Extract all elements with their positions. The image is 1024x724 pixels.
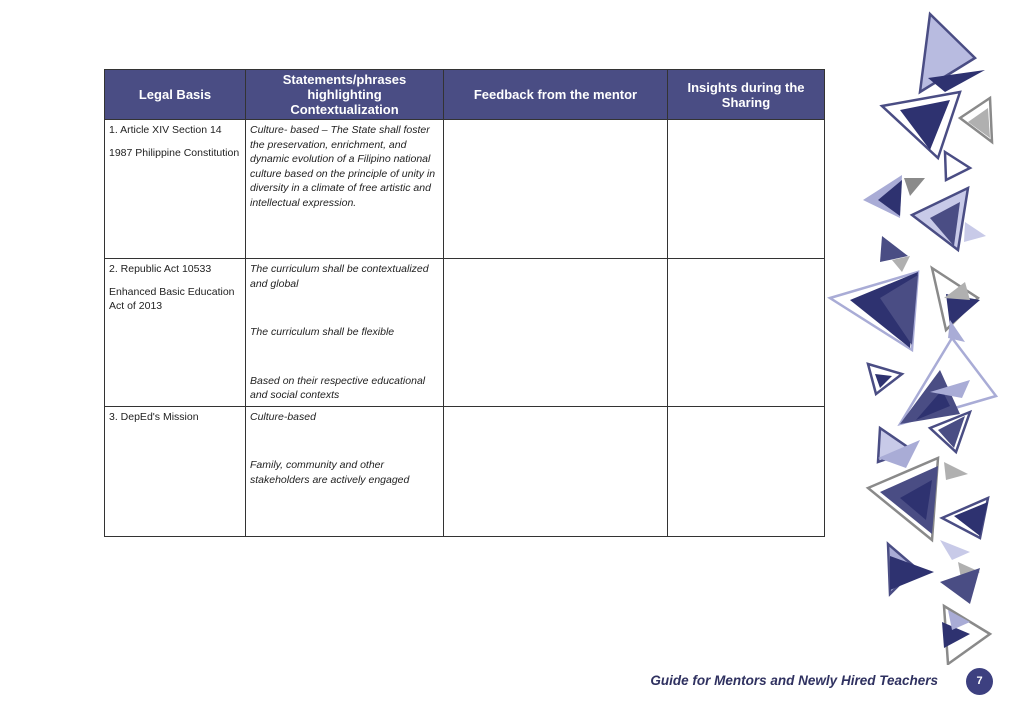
footer-title: Guide for Mentors and Newly Hired Teachers: [650, 673, 938, 688]
statement-text: Based on their respective educational and social contexts: [250, 374, 426, 401]
legal-basis-line: 1. Article XIV Section 14: [109, 124, 222, 136]
statements-cell: [246, 120, 444, 259]
statement-text: Family, community and other stakeholders are actively engaged: [250, 459, 410, 486]
statement-text: Culture-based: [250, 410, 316, 423]
table-row: [105, 120, 825, 259]
legal-basis-line: 3. DepEd's Mission: [109, 410, 199, 423]
statement-text: Culture- based – The State shall foster the preservation, enrichment, and dynamic evolution of a Filipino national culture based on the principle of unity in diversity in a climate of free artistic and intellectual expression.: [250, 124, 436, 209]
statements-cell: [246, 406, 444, 536]
table-header-row: [105, 70, 825, 120]
insights-cell[interactable]: [668, 406, 825, 536]
header-statements: Statements/phrases highlighting Contextualization: [246, 70, 444, 120]
legal-basis-cell: [105, 120, 246, 259]
contextualization-table: [104, 69, 825, 537]
feedback-cell[interactable]: [444, 120, 668, 259]
legal-basis-cell: [105, 406, 246, 536]
page-number-badge: 7: [966, 668, 993, 695]
insights-cell[interactable]: [668, 120, 825, 259]
insights-cell[interactable]: [668, 259, 825, 407]
statement-text: The curriculum shall be contextualized and global: [250, 263, 429, 290]
legal-basis-line: 2. Republic Act 10533: [109, 263, 212, 275]
triangle-pattern-icon: [820, 0, 1000, 665]
legal-basis-cell: [105, 259, 246, 407]
table-row: [105, 259, 825, 407]
statement-text: The curriculum shall be flexible: [250, 326, 395, 338]
feedback-cell[interactable]: [444, 406, 668, 536]
contextualization-table-container: [104, 69, 825, 537]
legal-basis-line: Enhanced Basic Education Act of 2013: [109, 285, 235, 312]
header-insights: Insights during the Sharing: [668, 70, 825, 120]
statements-cell: [246, 259, 444, 407]
table-row: [105, 406, 825, 536]
legal-basis-line: 1987 Philippine Constitution: [109, 146, 240, 159]
header-legal-basis: Legal Basis: [105, 70, 246, 120]
feedback-cell[interactable]: [444, 259, 668, 407]
header-feedback: Feedback from the mentor: [444, 70, 668, 120]
